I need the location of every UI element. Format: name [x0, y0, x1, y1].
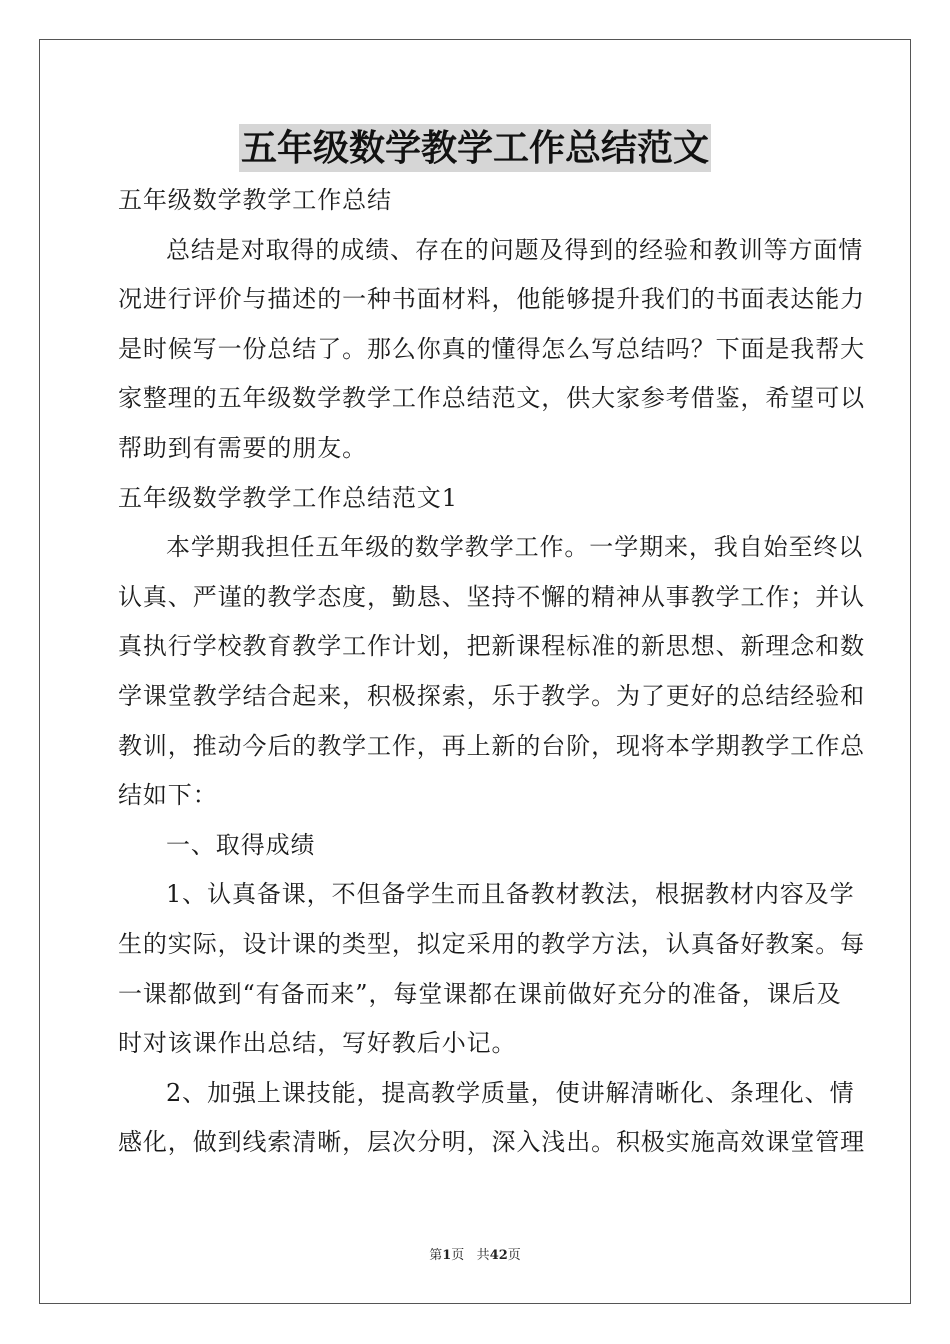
paragraph-line: 本学期我担任五年级的数学教学工作。一学期来，我自始至终以	[166, 533, 864, 562]
paragraph-line: 教训，推动今后的教学工作，再上新的台阶，现将本学期教学工作总	[118, 731, 865, 760]
paragraph-line: 学课堂教学结合起来，积极探索，乐于教学。为了更好的总结经验和	[118, 681, 865, 710]
paragraph-line: 2、加强上课技能，提高教学质量，使讲解清晰化、条理化、情	[166, 1078, 855, 1107]
paragraph-line: 生的实际，设计课的类型，拟定采用的教学方法，认真备好教案。每	[118, 929, 865, 958]
footer-page-number: 1	[442, 1248, 452, 1263]
document-body	[118, 176, 865, 1168]
footer-page-suffix: 页	[451, 1248, 465, 1263]
paragraph-line: 时对该课作出总结，写好教后小记。	[118, 1029, 517, 1058]
subsection-heading: 一、取得成绩	[166, 830, 316, 859]
paragraph-line: 家整理的五年级数学教学工作总结范文，供大家参考借鉴，希望可以	[118, 384, 865, 413]
section-heading: 五年级数学教学工作总结范文1	[118, 483, 458, 512]
paragraph-line: 认真、严谨的教学态度，勤恳、坚持不懈的精神从事教学工作；并认	[118, 582, 865, 611]
section-heading: 五年级数学教学工作总结	[118, 186, 392, 214]
paragraph-line: 一课都做到“有备而来”，每堂课都在课前做好充分的准备，课后及	[118, 979, 842, 1008]
footer-total-prefix: 共	[476, 1248, 490, 1263]
paragraph-line: 是时候写一份总结了。那么你真的懂得怎么写总结吗？下面是我帮大	[118, 334, 865, 363]
footer-total-suffix: 页	[507, 1248, 521, 1263]
paragraph-line: 结如下：	[118, 781, 218, 810]
document-title: 五年级数学教学工作总结范文	[239, 124, 711, 172]
page-footer	[0, 1246, 950, 1266]
footer-page-prefix: 第	[429, 1248, 443, 1263]
paragraph-line: 帮助到有需要的朋友。	[118, 433, 367, 462]
footer-total-pages: 42	[489, 1248, 508, 1263]
paragraph-line: 总结是对取得的成绩、存在的问题及得到的经验和教训等方面情	[166, 235, 864, 264]
title-container	[0, 124, 950, 172]
paragraph-line: 况进行评价与描述的一种书面材料，他能够提升我们的书面表达能力	[118, 285, 865, 314]
paragraph-line: 1、认真备课，不但备学生而且备教材教法，根据教材内容及学	[166, 880, 855, 909]
paragraph-line: 感化，做到线索清晰，层次分明，深入浅出。积极实施高效课堂管理	[118, 1128, 865, 1157]
paragraph-line: 真执行学校教育教学工作计划，把新课程标准的新思想、新理念和数	[118, 632, 865, 661]
